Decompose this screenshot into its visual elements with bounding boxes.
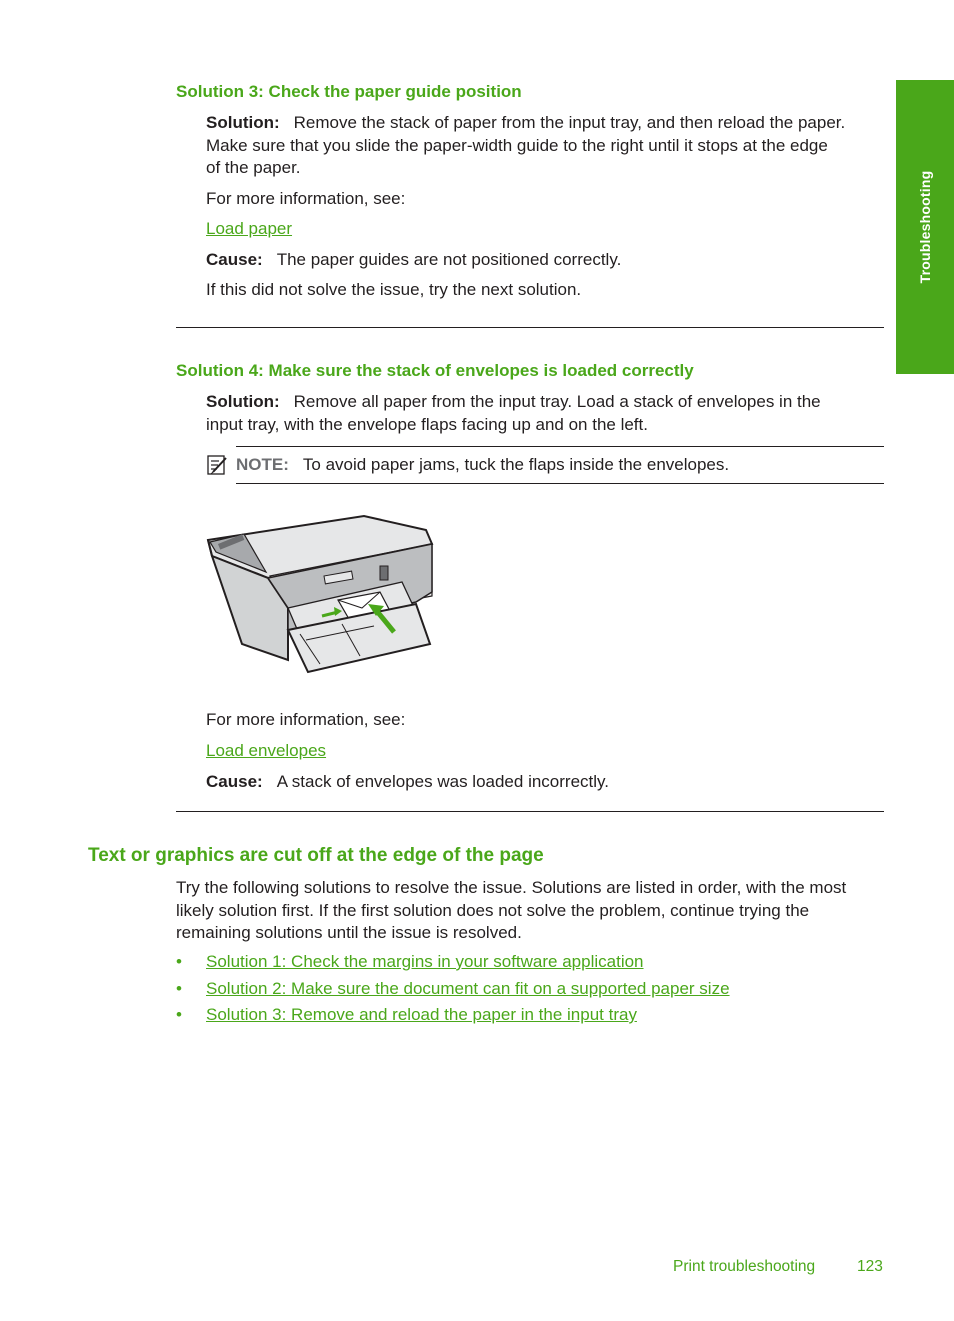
section-intro [176,877,846,945]
solution4-solution [206,391,821,436]
solution-text-line: input tray, with the envelope flaps facing up and on the left. [206,414,648,434]
solution-text-line: of the paper. [206,158,301,177]
solution3-heading: Solution 3: Check the paper guide position [176,82,522,101]
bullet: • [176,952,182,971]
list-item [176,951,730,978]
solution3-link[interactable]: Solution 3: Remove and reload the paper in the input tray [206,1005,637,1024]
solution-text-line: Make sure that you slide the paper-width guide to the right until it stops at the edge [206,135,828,155]
solution4-cause [206,771,609,794]
next-solution-text: If this did not solve the issue, try the next solution. [206,280,582,299]
bullet: • [176,978,182,998]
cause-label: Cause: [206,772,263,791]
cause-text: The paper guides are not positioned correctly. [276,250,622,269]
solution-link-list [176,951,730,1031]
intro-line: Try the following solutions to resolve the issue. Solutions are listed in order, with the most [176,878,847,897]
more-info-text: For more information, see: [206,189,406,208]
printer-envelope-illustration [204,512,438,678]
solution3-cause [206,249,621,272]
side-tab [896,80,954,374]
list-item [176,1004,730,1031]
load-paper-link[interactable]: Load paper [206,219,293,238]
cause-text: A stack of envelopes was loaded incorrectly. [276,772,609,791]
more-info-text: For more information, see: [206,710,406,729]
section-heading: Text or graphics are cut off at the edge of the page [88,845,544,866]
note-box [236,446,884,484]
intro-line: likely solution first. If the first solution does not solve the problem, continue trying the [176,900,810,920]
load-envelopes-link[interactable]: Load envelopes [206,741,327,760]
footer-page-number: 123 [857,1258,883,1275]
note-text: To avoid paper jams, tuck the flaps inside the envelopes. [302,455,730,474]
solution1-link[interactable]: Solution 1: Check the margins in your software application [206,952,644,971]
cause-label: Cause: [206,250,263,269]
divider [176,811,884,812]
solution3-solution [206,112,845,180]
bullet: • [176,1005,182,1024]
footer-section-title: Print troubleshooting [673,1258,816,1275]
solution-label: Solution: [206,113,280,132]
note-label: NOTE: [236,455,289,474]
solution4-heading: Solution 4: Make sure the stack of envelopes is loaded correctly [176,361,694,380]
intro-line: remaining solutions until the issue is resolved. [176,923,522,942]
side-tab-label: Troubleshooting [917,170,933,284]
solution-text-line: Remove all paper from the input tray. Load a stack of envelopes in the [293,392,821,411]
solution-text-line: Remove the stack of paper from the input tray, and then reload the paper. [293,113,846,132]
list-item [176,978,730,1005]
note-pad-icon [206,454,228,476]
divider [176,327,884,328]
solution-label: Solution: [206,392,280,411]
solution2-link[interactable]: Solution 2: Make sure the document can fit on a supported paper size [206,978,730,998]
